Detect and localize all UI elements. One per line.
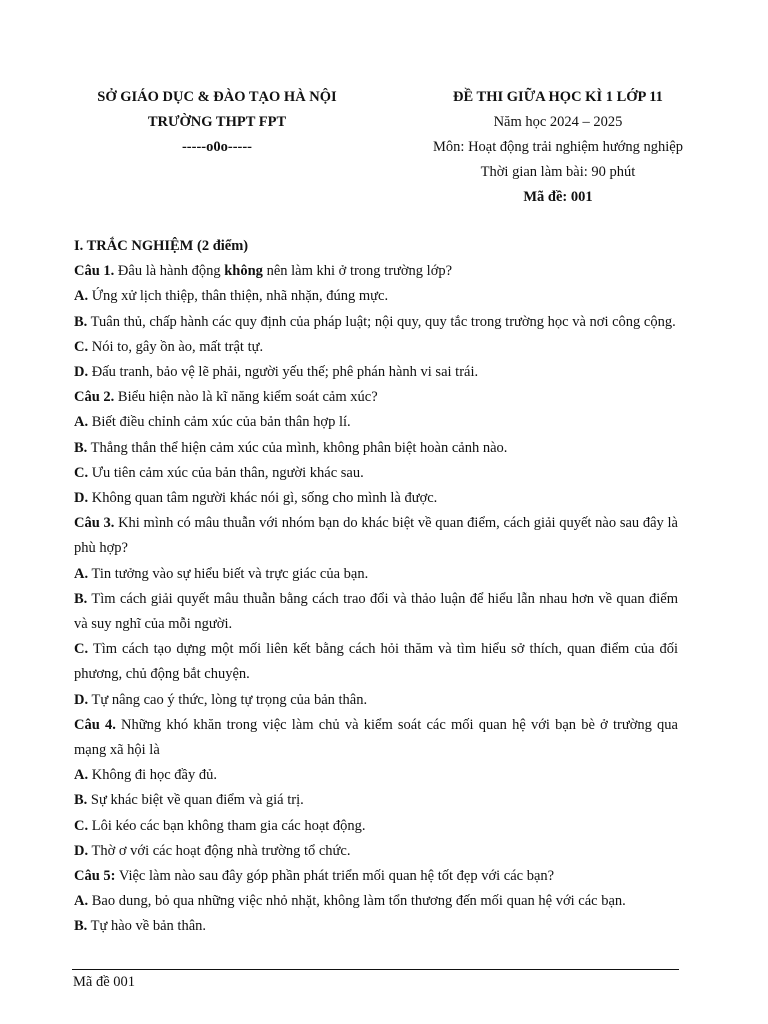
exam-content [74,234,678,940]
option-text: Tự hào về bản thân. [87,918,207,935]
option-label: A. [74,893,89,910]
option-text: Bao dung, bỏ qua những việc nhỏ nhặt, không làm tổn thương đến mối quan hệ với các bạn. [88,893,626,910]
option-4c [74,814,678,839]
question-text: nên làm khi ở trong trường lớp? [262,263,453,280]
question-text: Khi mình có mâu thuẫn với nhóm bạn do khác biệt về quan điểm, cách giải quyết nào sau đây là phù hợp? [74,515,678,557]
option-label: A. [74,565,89,582]
option-3b [74,587,678,637]
option-2d [74,486,678,511]
option-2a [74,410,678,435]
option-3c [74,637,678,687]
subject: Môn: Hoạt động trải nghiệm hướng nghiệp [433,139,683,155]
option-1c [74,335,678,360]
footer-divider [72,969,679,970]
option-text: Thờ ơ với các hoạt động nhà trường tổ chức. [88,842,351,859]
option-label: D. [74,842,89,859]
option-text: Không quan tâm người khác nói gì, sống cho mình là được. [88,490,438,507]
option-label: A. [74,767,89,784]
option-text: Tìm cách tạo dựng một mối liên kết bằng cách hỏi thăm và tìm hiểu sở thích, quan điểm của đối phương, chủ động bắt chuyện. [74,641,678,683]
option-text: Sự khác biệt về quan điểm và giá trị. [87,792,304,809]
option-text: Tuân thủ, chấp hành các quy định của pháp luật; nội quy, quy tắc trong trường học và nơi công cộng. [87,313,676,330]
question-text: Đâu là hành động [114,263,225,280]
question-4 [74,713,678,763]
option-3d [74,688,678,713]
option-label: B. [74,792,88,809]
option-text: Nói to, gây ồn ào, mất trật tự. [88,338,264,355]
option-4a [74,763,678,788]
option-label: C. [74,338,89,355]
option-label: B. [74,313,88,330]
option-1d [74,360,678,385]
option-4b [74,788,678,813]
school-year: Năm học 2024 – 2025 [493,114,623,130]
option-label: C. [74,641,89,658]
section-title: I. TRẮC NGHIỆM (2 điểm) [74,238,249,254]
option-label: B. [74,918,88,935]
option-text: Tin tưởng vào sự hiểu biết và trực giác của bạn. [88,565,369,582]
option-text: Lôi kéo các bạn không tham gia các hoạt động. [88,817,366,834]
question-label: Câu 2. [74,389,115,406]
exam-code: Mã đề: 001 [523,189,593,205]
option-text: Ứng xử lịch thiệp, thân thiện, nhã nhặn, đúng mực. [88,288,389,305]
option-label: C. [74,817,89,834]
header-right [410,85,706,210]
question-emphasis: không [224,263,263,280]
option-2c [74,461,678,486]
option-text: Không đi học đầy đủ. [88,767,217,784]
option-5a [74,889,678,914]
option-label: B. [74,590,88,607]
option-5b [74,914,678,939]
question-text: Những khó khăn trong việc làm chủ và kiểm soát các mối quan hệ với bạn bè ở trường qua mạng xã hội là [74,716,678,759]
exam-title: ĐỀ THI GIỮA HỌC KÌ 1 LỚP 11 [453,89,663,105]
option-4d [74,839,678,864]
option-text: Tự nâng cao ý thức, lòng tự trọng của bản thân. [88,691,368,708]
question-3 [74,511,678,561]
question-text: Biểu hiện nào là kĩ năng kiểm soát cảm xúc? [114,389,378,406]
option-text: Tìm cách giải quyết mâu thuẫn bằng cách trao đổi và thảo luận để hiểu lẫn nhau hơn về quan điểm và suy nghĩ của mỗi người. [74,590,678,633]
footer-exam-code: Mã đề 001 [73,974,136,990]
option-3a [74,562,678,587]
question-label: Câu 1. [74,263,115,280]
option-1a [74,284,678,309]
question-text: Việc làm nào sau đây góp phần phát triển mối quan hệ tốt đẹp với các bạn? [115,868,555,885]
option-1b [74,310,678,335]
option-label: A. [74,288,89,305]
header-divider: -----o0o----- [181,139,253,155]
option-label: C. [74,464,89,481]
option-label: D. [74,364,89,381]
question-label: Câu 5: [74,868,116,885]
question-label: Câu 4. [74,716,116,733]
option-label: B. [74,439,88,456]
option-text: Đấu tranh, bảo vệ lẽ phải, người yếu thế; phê phán hành vi sai trái. [88,364,479,381]
duration: Thời gian làm bài: 90 phút [480,164,636,180]
question-1 [74,259,678,284]
school-name: TRƯỜNG THPT FPT [147,114,287,130]
question-label: Câu 3. [74,515,115,532]
option-label: D. [74,490,89,507]
option-label: D. [74,691,89,708]
option-2b [74,436,678,461]
option-text: Ưu tiên cảm xúc của bản thân, người khác sau. [88,464,364,481]
question-5 [74,864,678,889]
option-label: A. [74,414,89,431]
question-2 [74,385,678,410]
department-name: SỞ GIÁO DỤC & ĐÀO TẠO HÀ NỘI [97,89,337,105]
option-text: Biết điều chỉnh cảm xúc của bản thân hợp lí. [88,414,351,431]
option-text: Thẳng thắn thể hiện cảm xúc của mình, không phân biệt hoàn cảnh nào. [87,439,508,456]
header-left [72,85,362,160]
